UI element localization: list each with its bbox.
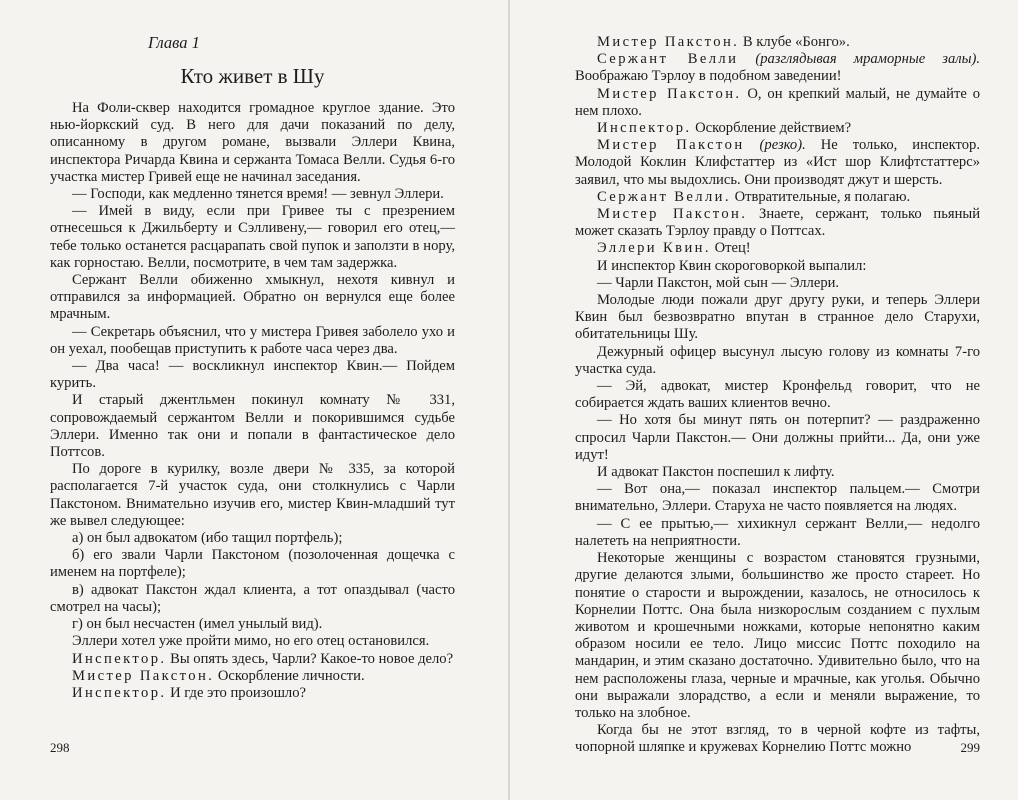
speech: И где это произошло?: [170, 684, 306, 701]
paragraph: — Имей в виду, если при Гривее ты с презрением отнесешься к Джильберту и Сэлливену,— говорил его отец,— тебе только останется расцарапать свой пупок и заползти в нору, как горностаю. Велли, посмотрите, в чем там задержка.: [50, 203, 455, 271]
speaker: Мистер Пакстон: [597, 137, 745, 154]
right-body-text: [575, 34, 980, 757]
list-item: б) его звали Чарли Пакстоном (позолоченная дощечка с именем на портфеле);: [50, 547, 455, 581]
list-item: в) адвокат Пакстон ждал клиента, а тот опаздывал (часто смотрел на часы);: [50, 581, 455, 615]
dialogue-line: [575, 51, 980, 85]
dialogue-line: [50, 651, 455, 668]
paragraph: — Секретарь объяснил, что у мистера Гривея заболело ухо и он уехал, пообещав приступить к работе часа через два.: [50, 323, 455, 357]
paragraph: Эллери хотел уже пройти мимо, но его отец остановился.: [72, 633, 430, 650]
paragraph: — Но хотя бы минут пять он потерпит? — раздраженно спросил Чарли Пакстон.— Они должны прийти... Да, они уже идут!: [575, 412, 980, 463]
speaker: Мистер Пакстон.: [597, 206, 748, 223]
paragraph: Когда бы не этот взгляд, то в черной кофте из тафты, чопорной шляпке и кружевах Корнелию Поттс можно: [575, 722, 980, 756]
speech: Оскорбление личности.: [217, 667, 365, 684]
paragraph: — Два часа! — воскликнул инспектор Квин.— Пойдем курить.: [50, 358, 455, 392]
chapter-label: Глава 1: [148, 33, 200, 52]
paragraph: Сержант Велли обиженно хмыкнул, нехотя кивнул и отправился за информацией. Обратно он вернулся еще более мрачным.: [50, 272, 455, 323]
dialogue-line: [50, 668, 455, 685]
speaker: Мистер Пакстон.: [597, 85, 742, 102]
dialogue-line: [575, 86, 980, 120]
paragraph: — Чарли Пакстон, мой сын — Эллери.: [597, 274, 840, 291]
speaker: Инспектор.: [72, 650, 167, 667]
speech: Вы опять здесь, Чарли? Какое-то новое дело?: [170, 650, 454, 667]
speaker: Инспектор.: [597, 120, 692, 137]
left-body-text: [50, 100, 455, 702]
paragraph: И инспектор Квин скороговоркой выпалил:: [597, 257, 867, 274]
paragraph: И старый джентльмен покинул комнату № 331, сопровождаемый сержантом Велли и покорившимся судьбе Эллери. Именно так они и попали в фантастическое дело Поттсов.: [50, 392, 455, 461]
dialogue-line: [575, 240, 980, 257]
paragraph: — Вот она,— показал инспектор пальцем.— Смотри внимательно, Эллери. Старуха не часто появляется на людях.: [575, 481, 980, 515]
speech: О, он крепкий малый, не думайте о нем плохо.: [575, 85, 981, 119]
paragraph: — С ее прытью,— хихикнул сержант Велли,— недолго налететь на неприятности.: [575, 515, 980, 549]
dialogue-line: [575, 189, 980, 206]
paragraph: Дежурный офицер высунул лысую голову из комнаты 7-го участка суда.: [575, 343, 980, 377]
speech: Воображаю Тэрлоу в подобном заведении!: [575, 68, 842, 85]
speech: Отец!: [714, 240, 751, 257]
paragraph: — Эй, адвокат, мистер Кронфельд говорит, что не собирается ждать ваших клиентов вечно.: [575, 378, 980, 412]
speaker: Мистер Пакстон.: [597, 34, 740, 50]
dialogue-line: [575, 120, 980, 137]
right-page: [509, 0, 1018, 800]
speaker: Сержант Велли: [597, 51, 739, 68]
speaker: Мистер Пакстон.: [72, 667, 215, 684]
stage-remark: (резко).: [759, 137, 806, 154]
dialogue-line: [575, 137, 980, 189]
page-number: 298: [50, 740, 70, 755]
dialogue-line: [50, 685, 455, 702]
page-number: 299: [960, 740, 980, 755]
list-item: а) он был адвокатом (ибо тащил портфель);: [72, 530, 343, 547]
stage-remark: (разглядывая мраморные залы).: [755, 51, 980, 68]
speech: Оскорбление действием?: [695, 120, 852, 137]
dialogue-line: [575, 34, 980, 51]
speech: Не только, инспектор. Молодой Коклин Клифстаттер из «Ист шор Клифтстаттерс» заявил, что мы выдохлись. Они производят джут и шерсть.: [575, 137, 980, 188]
speaker: Эллери Квин.: [597, 240, 711, 257]
paragraph: — Господи, как медленно тянется время! — зевнул Эллери.: [72, 186, 444, 203]
speaker: Инспектор.: [72, 684, 167, 701]
paragraph: На Фоли-сквер находится громадное круглое здание. Это нью-йоркский суд. В него для дачи показаний по делу, описанному в другом романе, вызвали Эллери Квина, инспектора Ричарда Квина и сержанта Томаса Велли. Судья 6-го участка мистер Гривей еще не начинал заседания.: [50, 100, 455, 185]
paragraph: Молодые люди пожали друг другу руки, и теперь Эллери Квин был безвозвратно впутан в странное дело Старухи, обитательницы Шу.: [575, 292, 980, 343]
chapter-title: Кто живет в Шу: [180, 64, 325, 88]
paragraph: Некоторые женщины с возрастом становятся грузными, другие делаются злыми, большинство же просто стареет. Но понятие о старости и вырождении, казалось, не относилось к Корнелии Поттс. Она была низкорослым созданием с пухлым животом и крошечными ножками, которые непонятно каким образом носили ее тело. Лицо миссис Поттс походило на мандарин, и этим сказано достаточно. Удивительно было, что на нем расположены глаза, черные и мрачные, как уголья. Обычно они выражали злорадство, а если и меняли выражение, то только на злобное.: [575, 550, 980, 721]
paragraph: По дороге в курилку, возле двери № 335, за которой располагается 7-й участок суда, они столкнулись с Чарли Пакстоном. Внимательно изучив его, мистер Квин-младший тут же вывел следующее:: [50, 461, 455, 529]
dialogue-line: [575, 206, 980, 240]
speech: Отвратительные, я полагаю.: [734, 188, 911, 205]
paragraph: И адвокат Пакстон поспешил к лифту.: [597, 464, 835, 481]
list-item: г) он был несчастен (имел унылый вид).: [72, 616, 323, 633]
speaker: Сержант Велли.: [597, 188, 731, 205]
speech: Знаете, сержант, только пьяный может сказать Тэрлоу правду о Поттсах.: [575, 206, 981, 240]
speech: В клубе «Бонго».: [742, 34, 850, 50]
